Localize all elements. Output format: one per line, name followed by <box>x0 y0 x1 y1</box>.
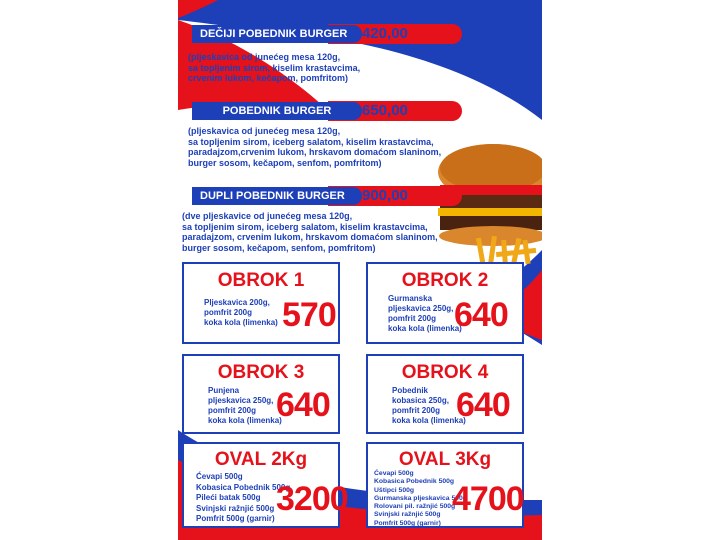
meal-items: Pljeskavica 200g, pomfrit 200g koka kola (limenka) <box>204 298 278 327</box>
item-price: 420,00 <box>328 24 462 44</box>
meal-items: Ćevapi 500g Kobasica Pobednik 500g Uštipci 500g Gurmanska pljeskavica 500g Rolovani pil. ražnjić 500g Svinjski ražnjić 500g Pomfrit 500g (garnir) <box>374 470 467 527</box>
menu-flyer <box>178 0 542 540</box>
meal-items: Punjena pljeskavica 250g, pomfrit 200g koka kola (limenka) <box>208 386 282 425</box>
item-price: 650,00 <box>328 101 462 121</box>
meal-title: OVAL 2Kg <box>214 449 308 470</box>
item-description: (pljeskavica od junećeg mesa 120g, sa topljenim sirom, iceberg salatom, kiselim krastavcima, paradajzom,crvenim lukom, hrskavom domaćom slaninom, burger sosom, kečapom, senfom, pomfritom) <box>188 126 442 168</box>
meal-items: Ćevapi 500g Kobasica Pobednik 500g Pileći batak 500g Svinjski ražnjić 500g Pomfrit 500g (garnir) <box>196 472 291 523</box>
item-title: POBEDNIK BURGER <box>192 102 362 120</box>
meal-price: 3200 <box>276 480 348 518</box>
meal-price: 4700 <box>452 480 524 518</box>
item-title: DUPLI POBEDNIK BURGER <box>192 187 362 205</box>
meal-price: 640 <box>456 386 510 424</box>
item-title: DEČIJI POBEDNIK BURGER <box>192 25 362 43</box>
meal-box <box>366 354 524 434</box>
item-price: 900,00 <box>328 186 462 206</box>
meal-box <box>182 442 348 528</box>
item-description: (pljeskavica od junećeg mesa 120g, sa topljenim sirom, kiselim krastavcima, crvenim lukom, kečapom, pomfritom) <box>188 52 361 83</box>
meal-items: Gurmanska pljeskavica 250g, pomfrit 200g koka kola (limenka) <box>388 294 462 333</box>
meal-title: OBROK 3 <box>217 362 305 383</box>
meal-box <box>366 442 524 528</box>
meal-price: 640 <box>454 296 508 334</box>
meal-price: 570 <box>282 296 336 334</box>
item-description: (dve pljeskavice od junećeg mesa 120g, sa topljenim sirom, iceberg salatom, kiselim krastavcima, paradajzom, crvenim lukom, hrskavom domaćom slaninom, burger sosom, kečapom, senfom, pomfritom) <box>182 211 438 253</box>
meal-box <box>182 354 340 434</box>
meal-title: OVAL 3Kg <box>398 449 492 470</box>
meal-box <box>366 262 524 344</box>
meal-price: 640 <box>276 386 330 424</box>
meal-title: OBROK 4 <box>401 362 489 383</box>
meal-title: OBROK 1 <box>217 270 305 291</box>
meal-items: Pobednik kobasica 250g, pomfrit 200g koka kola (limenka) <box>392 386 466 425</box>
meal-title: OBROK 2 <box>401 270 489 291</box>
meal-box <box>182 262 340 344</box>
